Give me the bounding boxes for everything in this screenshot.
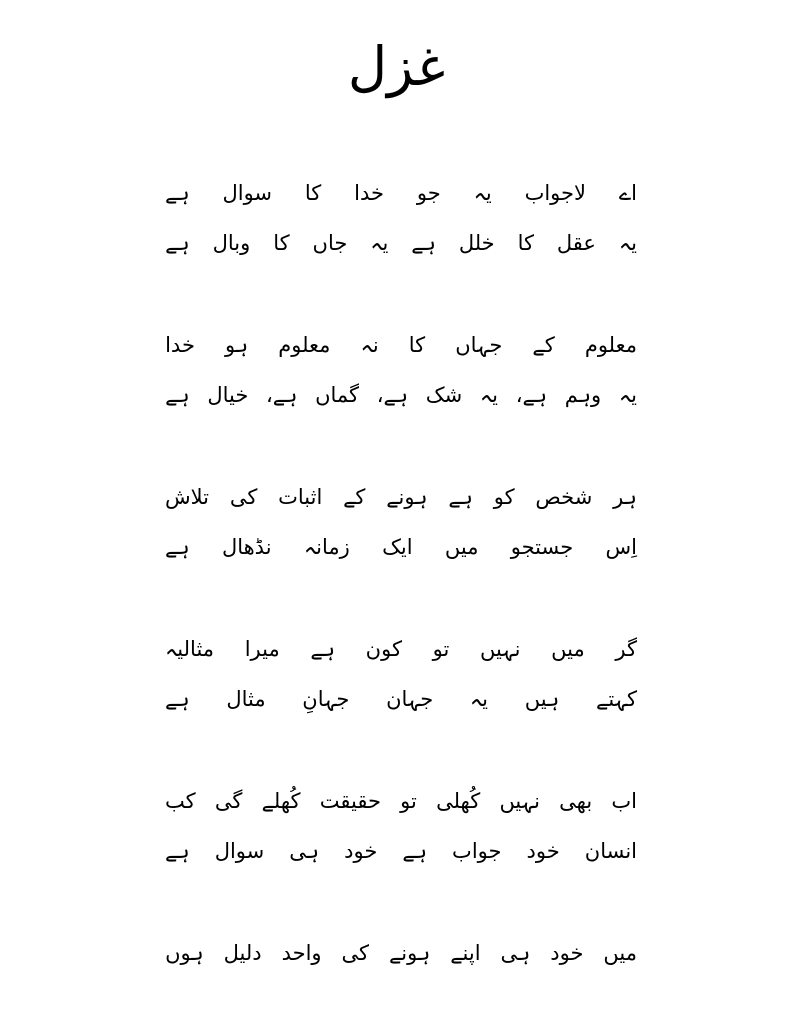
word: کو [493, 485, 515, 509]
word: یہ [618, 231, 637, 255]
word: جستجو [510, 535, 574, 559]
word: جہانِ [302, 687, 350, 711]
word: خدا [354, 181, 384, 205]
stanza [165, 928, 637, 978]
word: میں [551, 637, 585, 661]
word: کُھلے [261, 789, 301, 813]
verse-line [165, 370, 637, 420]
word: شک [425, 383, 463, 407]
word: کہتے [596, 687, 637, 711]
poem-title: غزل [347, 35, 446, 98]
verse-line [165, 472, 637, 522]
word: ہے [165, 839, 190, 863]
word: بھی [559, 789, 593, 813]
word: دلیل [223, 941, 262, 965]
word: گر [615, 637, 637, 661]
verse-line [165, 776, 637, 826]
word: کے [532, 333, 555, 357]
verse-line [165, 624, 637, 674]
word: کا [408, 333, 426, 357]
stanza [165, 472, 637, 572]
word: ہے [165, 383, 190, 407]
word: نہ [360, 333, 379, 357]
word: ہے [402, 839, 427, 863]
word: کا [304, 181, 322, 205]
word: ہونے [386, 485, 428, 509]
word: ہے، [515, 383, 548, 407]
word: ہیں [524, 687, 560, 711]
verse-line [165, 674, 637, 724]
word: خود [344, 839, 378, 863]
word: ہے [165, 231, 190, 255]
verse-line [165, 320, 637, 370]
word: تو [432, 637, 450, 661]
word: جاں [312, 231, 348, 255]
stanza [165, 320, 637, 420]
word: جہان [386, 687, 434, 711]
word: لاجواب [524, 181, 586, 205]
word: نہیں [480, 637, 521, 661]
word: ہے، [266, 383, 298, 407]
word: خود [526, 839, 560, 863]
word: ہے، [376, 383, 409, 407]
word: نہیں [499, 789, 540, 813]
word: خدا [165, 333, 195, 357]
verse-line [165, 826, 637, 876]
word: ہر [613, 485, 637, 509]
word: میرا [244, 637, 280, 661]
word: اثبات [278, 485, 323, 509]
word: کے [343, 485, 366, 509]
word: ہے [411, 231, 436, 255]
word: گی [214, 789, 243, 813]
word: مثالیہ [165, 637, 215, 661]
word: یہ [618, 383, 637, 407]
verse-line [165, 218, 637, 268]
word: تو [400, 789, 417, 813]
word: کا [273, 231, 290, 255]
word: کی [341, 941, 370, 965]
word: اِس [605, 535, 637, 559]
word: ہو [225, 333, 249, 357]
word: واحد [281, 941, 322, 965]
word: سوال [222, 181, 273, 205]
word: ہے [310, 637, 335, 661]
word: جہاں [455, 333, 503, 357]
word: جواب [452, 839, 502, 863]
word: خلل [458, 231, 495, 255]
word: شخص [535, 485, 593, 509]
word: ہونے [388, 941, 431, 965]
word: کُھلی [436, 789, 481, 813]
stanza [165, 168, 637, 268]
word: یہ [469, 687, 489, 711]
word: خود [550, 941, 584, 965]
word: ہے [165, 535, 190, 559]
word: نڈھال [221, 535, 272, 559]
word: ہوں [165, 941, 204, 965]
verse-line [165, 928, 637, 978]
word: معلوم [584, 333, 637, 357]
verse-line [165, 168, 637, 218]
word: زمانہ [303, 535, 350, 559]
stanza [165, 624, 637, 724]
stanza [165, 776, 637, 876]
word: وہم [564, 383, 602, 407]
word: ہے [448, 485, 473, 509]
word: یہ [370, 231, 389, 255]
word: وبال [212, 231, 251, 255]
word: معلوم [278, 333, 331, 357]
verse-line [165, 522, 637, 572]
word: حقیقت [319, 789, 381, 813]
word: یہ [473, 181, 492, 205]
word: ہے [165, 687, 190, 711]
word: اب [611, 789, 637, 813]
word: گماں [315, 383, 360, 407]
word: کون [365, 637, 402, 661]
word: ہے [165, 181, 190, 205]
word: اپنے [450, 941, 481, 965]
word: یہ [479, 383, 499, 407]
word: میں [444, 535, 479, 559]
word: عقل [556, 231, 596, 255]
word: سوال [214, 839, 265, 863]
word: جو [416, 181, 441, 205]
word: انسان [584, 839, 637, 863]
word: کی [229, 485, 258, 509]
word: کا [517, 231, 534, 255]
poem-body [165, 168, 637, 1030]
word: ہی [500, 941, 531, 965]
word: مثال [226, 687, 266, 711]
word: اے [618, 181, 637, 205]
word: میں [603, 941, 637, 965]
word: تلاش [165, 485, 210, 509]
word: ہی [289, 839, 320, 863]
word: خیال [207, 383, 249, 407]
word: کب [165, 789, 196, 813]
word: ایک [382, 535, 413, 559]
